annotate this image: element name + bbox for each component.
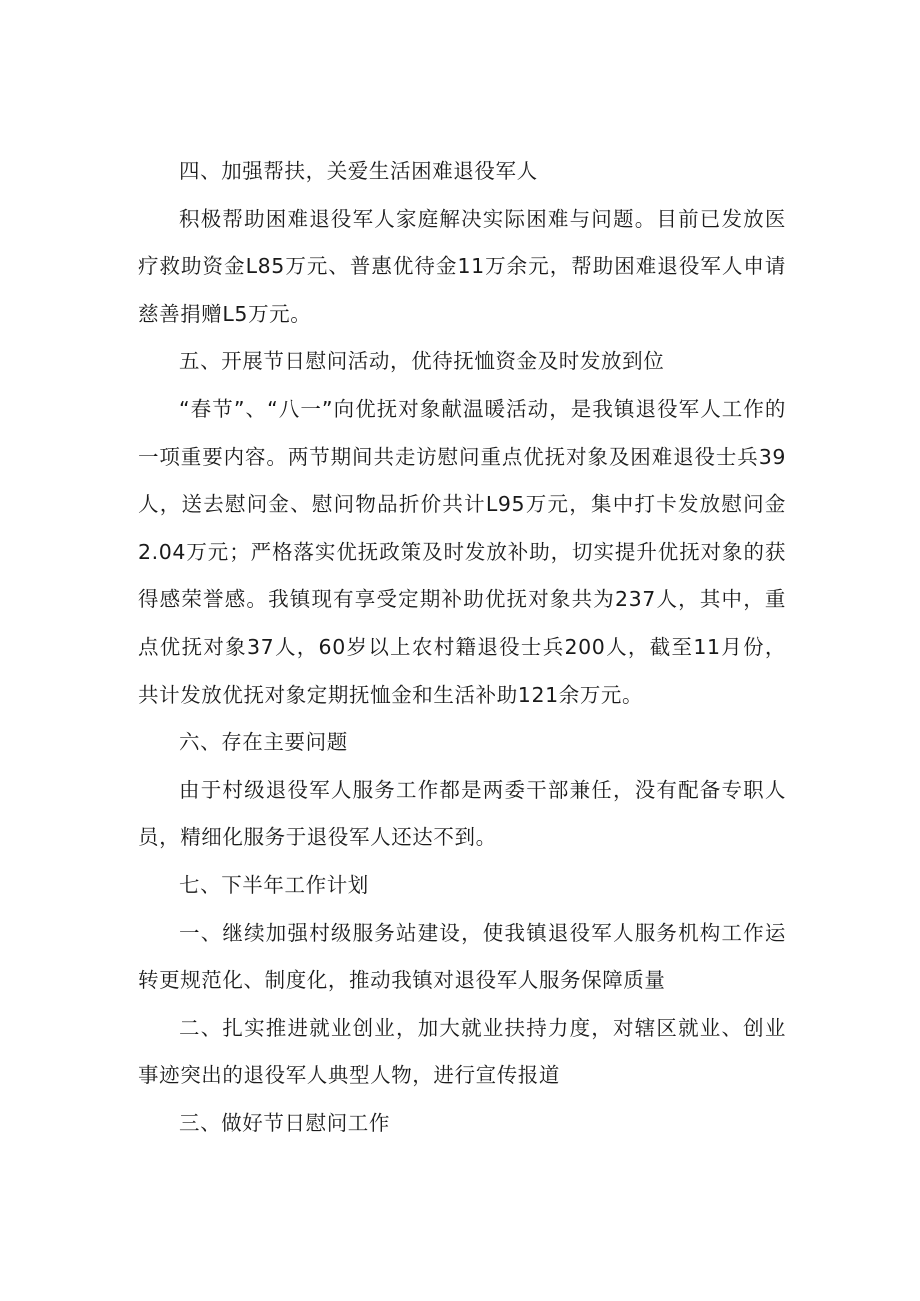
plan-item-3: 三、做好节日慰问工作 [179,1110,390,1135]
plan-item-1: 一、继续加强村级服务站建设，使我镇退役军人服务机构工作运转更规范化、制度化，推动我镇对退役军人服务保障质量 [138,920,786,993]
section-heading-4: 四、加强帮扶，关爱生活困难退役军人 [179,159,538,183]
section-heading-7: 七、下半年工作计划 [179,872,369,897]
plan-item-2: 二、扎实推进就业创业，加大就业扶持力度，对辖区就业、创业事迹突出的退役军人典型人物，进行宣传报道 [138,1015,786,1088]
document-body [138,148,786,1147]
paragraph-holiday-visits: “春节”、“八一”向优抚对象献温暖活动，是我镇退役军人工作的一项重要内容。两节期间共走访慰问重点优抚对象及困难退役士兵39人，送去慰问金、慰问物品折价共计L95万元，集中打卡发放慰问金2.04万元；严格落实优抚政策及时发放补助，切实提升优抚对象的获得感荣誉感。我镇现有享受定期补助优抚对象共为237人，其中，重点优抚对象37人，60岁以上农村籍退役士兵200人，截至11月份，共计发放优抚对象定期抚恤金和生活补助121余万元。 [138,396,786,707]
paragraph-main-problems: 由于村级退役军人服务工作都是两委干部兼任，没有配备专职人员，精细化服务于退役军人还达不到。 [138,777,786,850]
section-heading-5: 五、开展节日慰问活动，优待抚恤资金及时发放到位 [179,349,665,374]
section-heading-6: 六、存在主要问题 [179,730,348,755]
paragraph-medical-aid: 积极帮助困难退役军人家庭解决实际困难与问题。目前已发放医疗救助资金L85万元、普惠优待金11万余元，帮助困难退役军人申请慈善捐赠L5万元。 [138,206,786,326]
